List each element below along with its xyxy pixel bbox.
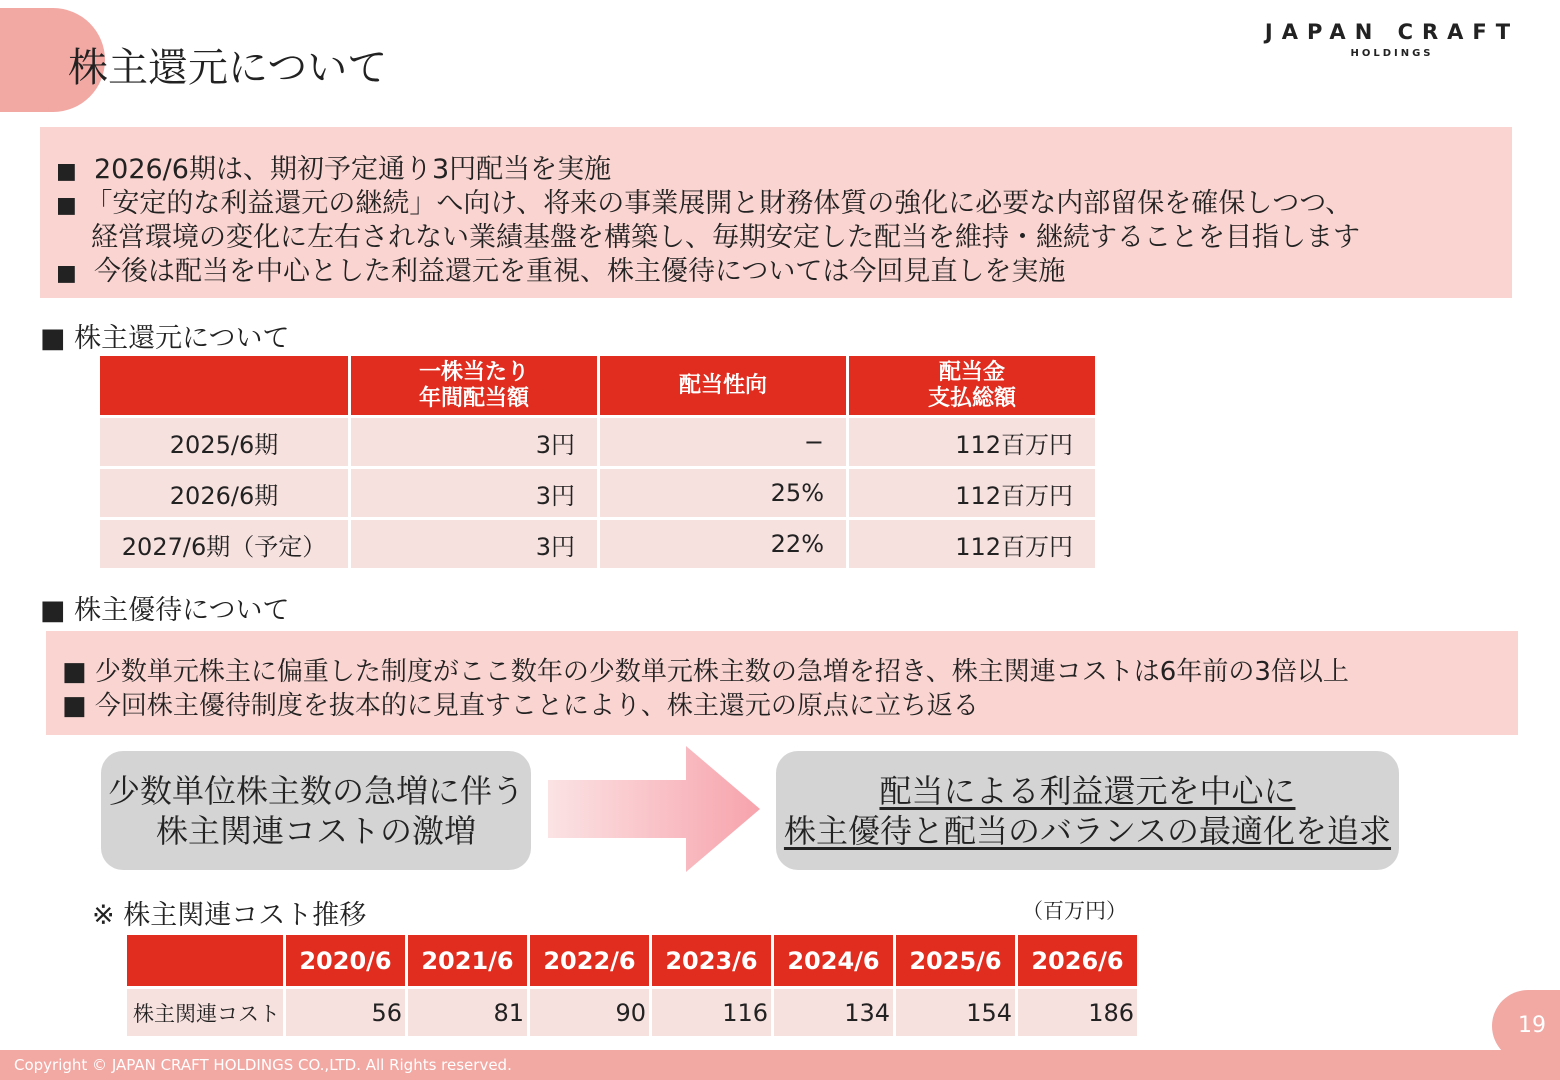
company-logo [1262,20,1522,59]
period-cell: 2026/6期 [100,469,348,517]
page-number: 19 [1492,990,1560,1062]
period-cell: 2027/6期（予定） [100,520,348,568]
goal-pill [776,751,1399,870]
cost-value-cell: 90 [530,989,649,1036]
cost-header-period: 2023/6 [652,935,771,986]
bullet-square-icon: ■ [56,261,77,286]
cost-header-period: 2025/6 [896,935,1015,986]
summary-text-2a: 「安定的な利益還元の継続」へ向け、将来の事業展開と財務体質の強化に必要な内部留保を確保しつつ、 [85,188,1353,219]
unit-note: （百万円） [1022,899,1127,923]
total-cell: 112百万円 [849,520,1095,568]
payout-cell: − [600,418,846,466]
table-header-total [849,356,1095,415]
period-cell: 2025/6期 [100,418,348,466]
cost-value-cell: 186 [1018,989,1137,1036]
cost-table [124,932,1140,1039]
cost-header-period: 2020/6 [286,935,405,986]
footer-bar [0,1050,1560,1080]
summary-text-3: 今後は配当を中心とした利益還元を重視、株主優待については今回見直しを実施 [93,256,1066,287]
header-line: 一株当たり [418,360,529,386]
right-arrow-icon [548,746,760,872]
benefit-section-heading: ■ 株主優待について [40,595,290,626]
table-header-row [100,356,1095,415]
dividend-table [97,353,1098,571]
cost-value-cell: 56 [286,989,405,1036]
dps-cell: 3円 [351,469,597,517]
cost-value-cell: 154 [896,989,1015,1036]
table-header-dps [351,356,597,415]
goal-pill-line-2: 株主優待と配当のバランスの最適化を追求 [783,812,1392,850]
total-cell: 112百万円 [849,418,1095,466]
cost-header-blank [127,935,283,986]
summary-item-3 [56,249,1065,288]
table-header-payout: 配当性向 [600,356,846,415]
table-row [100,469,1095,517]
bullet-square-icon: ■ [56,159,77,184]
page-title: 株主還元について [68,45,388,91]
payout-cell: 25% [600,469,846,517]
logo-sub-text: HOLDINGS [1350,48,1434,59]
bullet-square-icon: ■ [56,193,77,218]
dps-cell: 3円 [351,418,597,466]
cost-header-row [127,935,1137,986]
benefit-box [46,631,1518,735]
cause-pill-line-2: 株主関連コストの激増 [155,812,476,850]
header-line: 配当金 [938,360,1005,386]
cost-row-label: 株主関連コスト [127,989,283,1036]
header-line: 年間配当額 [418,385,529,411]
cause-pill [101,751,531,870]
copyright-text: Copyright © JAPAN CRAFT HOLDINGS CO.,LTD. All Rights reserved. [14,1056,512,1074]
cost-header-period: 2024/6 [774,935,893,986]
cost-header-period: 2021/6 [408,935,527,986]
cost-section-heading: ※ 株主関連コスト推移 [92,900,367,931]
table-header-blank [100,356,348,415]
logo-main-text: JAPAN CRAFT [1264,20,1520,44]
summary-box [40,127,1512,298]
cost-value-cell: 81 [408,989,527,1036]
benefit-text-2: ■ 今回株主優待制度を抜本的に見直すことにより、株主還元の原点に立ち返る [62,691,979,721]
cost-header-period: 2022/6 [530,935,649,986]
cost-value-cell: 116 [652,989,771,1036]
dps-cell: 3円 [351,520,597,568]
benefit-text-1: ■ 少数単元株主に偏重した制度がここ数年の少数単元株主数の急増を招き、株主関連コストは6年前の3倍以上 [62,657,1349,687]
dividend-section-heading: ■ 株主還元について [40,323,290,354]
goal-pill-line-1: 配当による利益還元を中心に [879,772,1296,810]
table-row [100,418,1095,466]
total-cell: 112百万円 [849,469,1095,517]
cost-header-period: 2026/6 [1018,935,1137,986]
summary-text-1: 2026/6期は、期初予定通り3円配当を実施 [93,154,612,185]
table-row [127,989,1137,1036]
cause-pill-line-1: 少数単位株主数の急増に伴う [107,772,524,810]
payout-cell: 22% [600,520,846,568]
header-line: 支払総額 [927,385,1016,411]
summary-text-2b: 経営環境の変化に左右されない業績基盤を構築し、毎期安定した配当を維持・継続することを目指します [91,222,1360,253]
table-row [100,520,1095,568]
cost-value-cell: 134 [774,989,893,1036]
